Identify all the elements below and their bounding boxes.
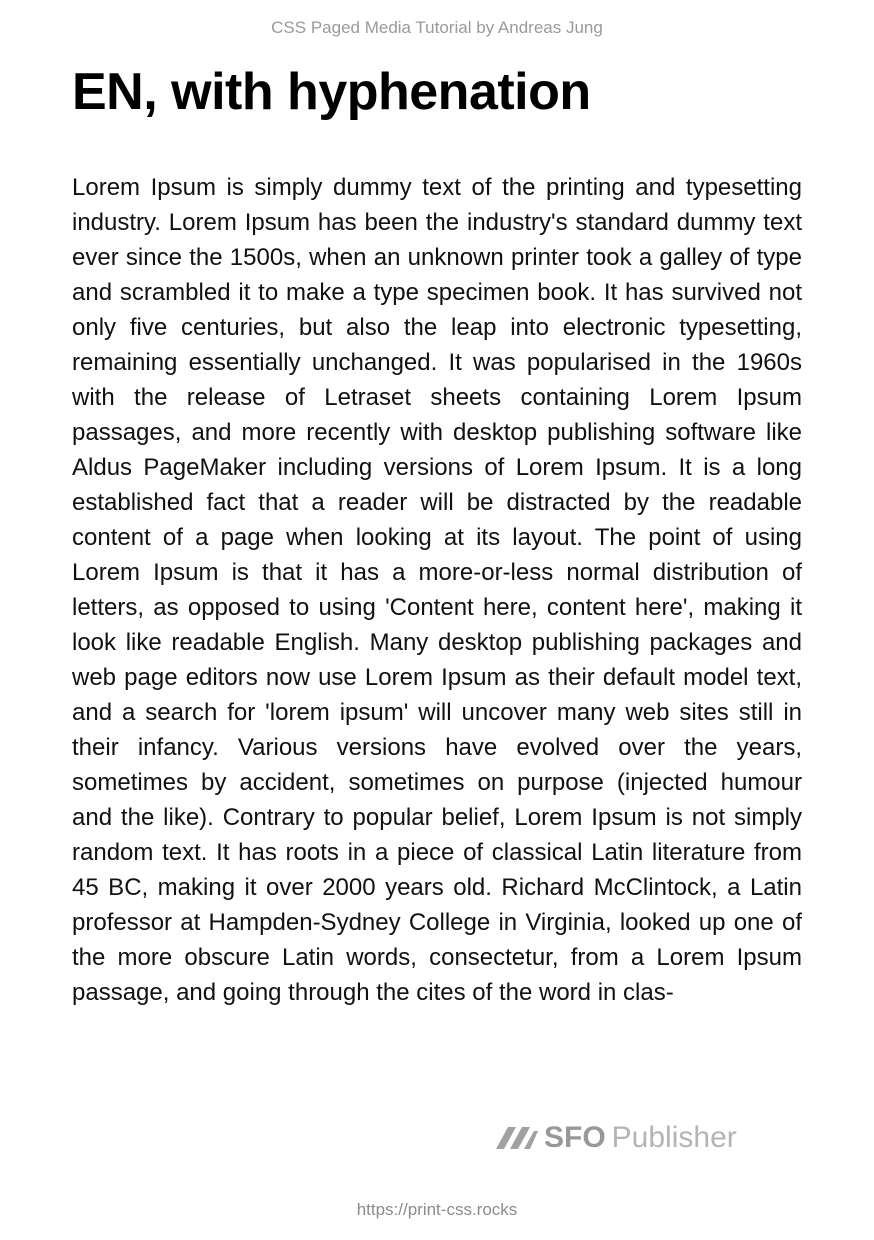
body-paragraph: Lorem Ipsum is simply dummy text of the printing and typesetting industry. Lorem Ipsum has been the industry's standard dummy text ever since the 1500s, when an unknown printer took a galley of type and scrambled it to make a type specimen book. It has survived not only five centuries, but also the leap into electronic typesetting, remaining essentially unchanged. It was popularised in the 1960s with the release of Letraset sheets containing Lorem Ipsum passages, and more recently with desktop publishing software like Aldus PageMaker including versions of Lorem Ipsum. It is a long established fact that a reader will be distracted by the readable content of a page when looking at its layout. The point of using Lorem Ipsum is that it has a more-or-less normal distribution of letters, as opposed to using 'Content here, content here', making it look like readable English. Many desktop publishing packages and web page editors now use Lorem Ipsum as their default model text, and a search for 'lorem ipsum' will uncover many web sites still in their infancy. Various versions have evolved over the years, sometimes by accident, sometimes on purpose (injected humour and the like). Contrary to popular belief, Lorem Ipsum is not simply random text. It has roots in a piece of classical Latin literature from 45 BC, making it over 2000 years old. Richard McClintock, a Latin professor at Hampden-Sydney College in Virginia, looked up one of the more obscure Latin words, consectetur, from a Lorem Ipsum passage, and going through the cites of the word in clas- (72, 174, 802, 1006)
page-title: EN, with hyphenation (72, 63, 591, 121)
watermark-product: Publisher (611, 1121, 737, 1154)
running-footer: https://print-css.rocks (356, 1200, 518, 1219)
watermark (494, 1118, 737, 1158)
sfo-logo-icon (494, 1121, 538, 1155)
watermark-brand: SFO (544, 1121, 606, 1154)
running-header: CSS Paged Media Tutorial by Andreas Jung (271, 18, 603, 37)
